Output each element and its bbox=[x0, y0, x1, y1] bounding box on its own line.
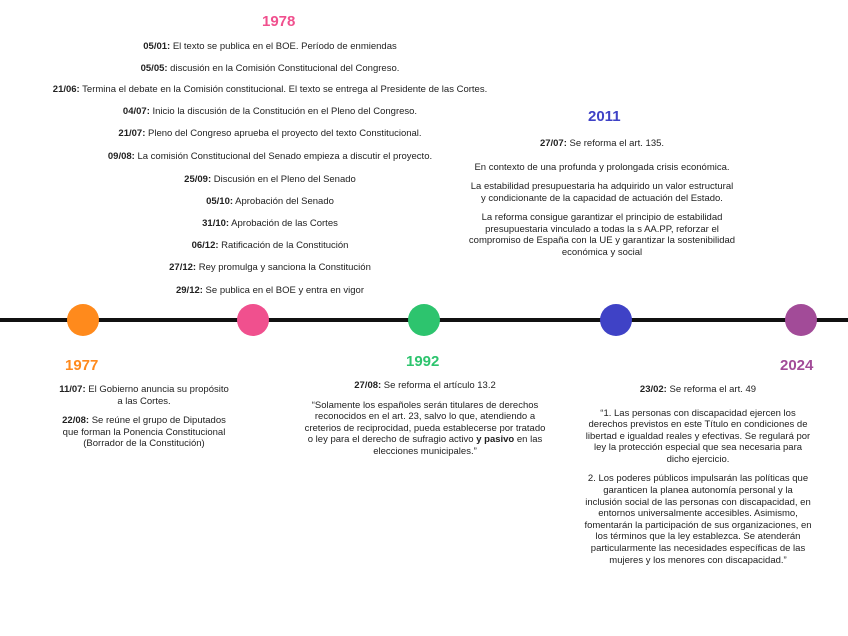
event-1978-0407: 04/07: Inicio la discusión de la Constitución en el Pleno del Congreso. bbox=[122, 106, 418, 117]
event-2011-stability: La estabilidad presupuestaria ha adquirido un valor estructural y condicionante de la capacidad de actuación del Estado. bbox=[470, 181, 734, 204]
event-1978-0510: 05/10: Aprobación del Senado bbox=[206, 196, 334, 207]
event-2024-para2: 2. Los poderes públicos impulsarán las políticas que garanticen la planea autonomía personal y la inclusión social de las personas con discapacidad, en entornos universalmente accesibles. Asimismo, fomentarán la participación de sus organizaciones, en los términos que la ley establezca. Se atenderán particularmente las necesidades específicas de las mujeres y los menores con discapacidad.” bbox=[584, 473, 812, 566]
timeline-dot-2011 bbox=[600, 304, 632, 336]
timeline-dot-2024 bbox=[785, 304, 817, 336]
event-1978-2712: 27/12: Rey promulga y sanciona la Constitución bbox=[169, 262, 371, 273]
event-2011-context: En contexto de una profunda y prolongada crisis económica. bbox=[474, 161, 730, 173]
year-2024-label: 2024 bbox=[780, 357, 814, 374]
event-1978-2912: 29/12: Se publica en el BOE y entra en vigor bbox=[175, 285, 364, 296]
event-1978-0505: 05/05: discusión en la Comisión Constitucional del Congreso. bbox=[140, 63, 400, 74]
event-2024-lead: 23/02: Se reforma el art. 49 bbox=[639, 384, 757, 395]
timeline-dot-1977 bbox=[67, 304, 99, 336]
event-1992-lead: 27/08: Se reforma el artículo 13.2 bbox=[354, 380, 496, 391]
event-1977-block bbox=[58, 384, 230, 458]
event-1978-3110: 31/10: Aprobación de las Cortes bbox=[202, 218, 338, 229]
event-1978-0908: 09/08: La comisión Constitucional del Senado empieza a discutir el proyecto. bbox=[107, 151, 433, 162]
event-2011-block bbox=[468, 138, 736, 267]
event-1992-block bbox=[302, 380, 548, 465]
event-1992-quote: “Solamente los españoles serán titulares de derechos reconocidos en el art. 23, salvo lo que, atendiendo a creterios de reciprocidad, pueda establecerse por tratado o ley para el derecho de sufragio activo y pasivo en las elecciones municipales.” bbox=[304, 399, 546, 457]
event-2011-lead: 27/07: Se reforma el art. 135. bbox=[539, 138, 665, 149]
timeline-dot-1992 bbox=[408, 304, 440, 336]
event-1978-2107: 21/07: Pleno del Congreso aprueba el proyecto del texto Constitucional. bbox=[118, 128, 422, 139]
timeline-dot-1978 bbox=[237, 304, 269, 336]
event-1977-2208: 22/08: Se reúne el grupo de Diputados que forman la Ponencia Constitucional (Borrador de la Constitución) bbox=[62, 415, 226, 450]
event-1978-0612: 06/12: Ratificación de la Constitución bbox=[191, 240, 349, 251]
event-1978-2106: 21/06: Termina el debate en la Comisión constitucional. El texto se entrega al Presidente de las Cortes. bbox=[52, 84, 488, 95]
year-2011-label: 2011 bbox=[588, 108, 621, 125]
year-1977-label: 1977 bbox=[65, 357, 99, 374]
event-1977-1107: 11/07: El Gobierno anuncia su propósito a las Cortes. bbox=[59, 384, 229, 407]
event-1978-2509: 25/09: Discusión en el Pleno del Senado bbox=[184, 174, 356, 185]
year-1978-label: 1978 bbox=[262, 13, 296, 30]
event-2011-reform: La reforma consigue garantizar el principio de estabilidad presupuestaria vinculado a todas la s AA.PP, reforzar el compromiso de España con la UE y garantizar la sostenibilidad económica y social bbox=[468, 212, 736, 259]
event-2024-para1: “1. Las personas con discapacidad ejercen los derechos previstos en este Título en condiciones de libertad e igualdad reales y efectivas. Se regulará por ley la protección especial que sea necesaria para dicho ejercicio. bbox=[585, 407, 811, 465]
year-1992-label: 1992 bbox=[406, 353, 440, 370]
event-2024-block bbox=[584, 384, 812, 574]
event-1978-0501: 05/01: El texto se publica en el BOE. Período de enmiendas bbox=[143, 41, 397, 52]
